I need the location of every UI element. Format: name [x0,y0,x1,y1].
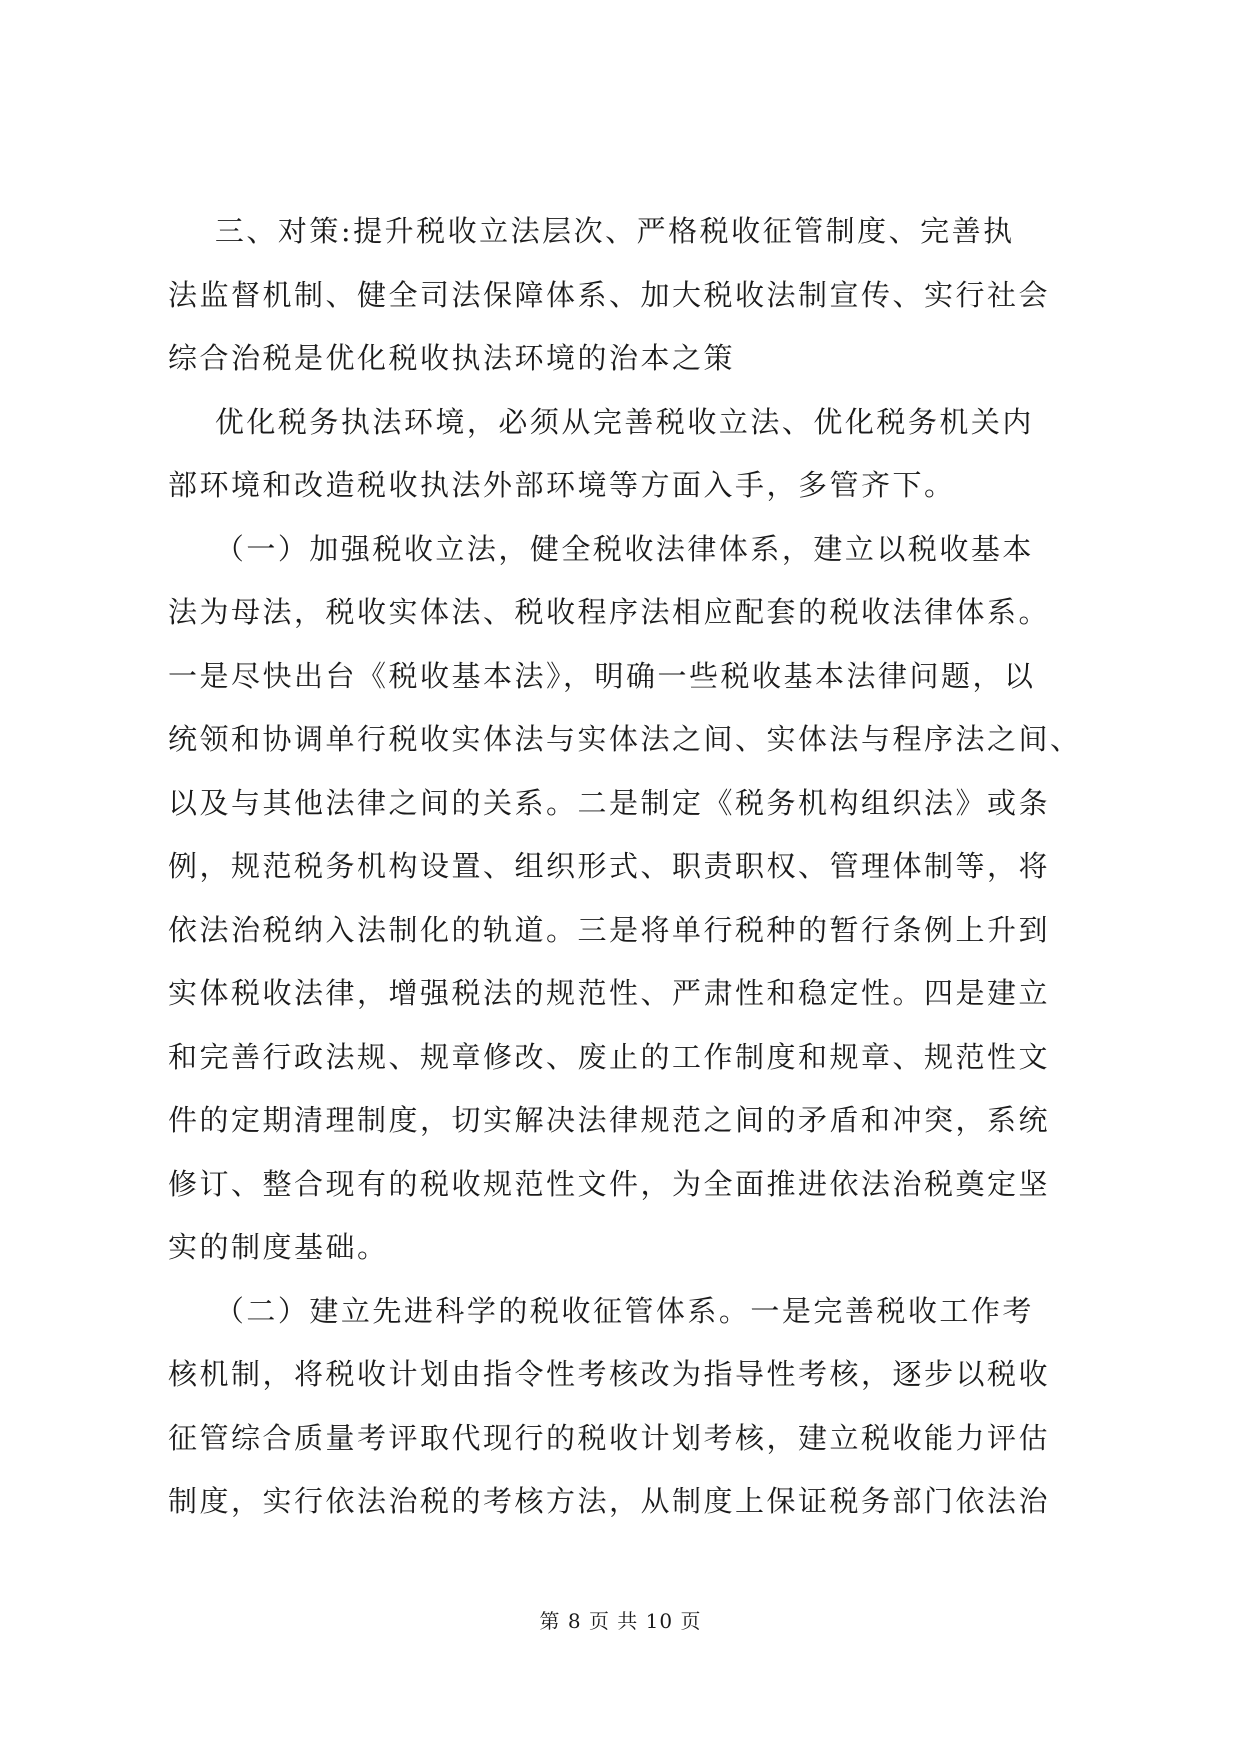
text-line: 一是尽快出台《税收基本法》，明确一些税收基本法律问题，以 [168,658,1036,693]
text-line: 综合治税是优化税收执法环境的治本之策 [168,341,736,375]
document-body [168,200,1088,1534]
text-line: 法为母法，税收实体法、税收程序法相应配套的税收法律体系。 [168,595,1051,629]
section-3-heading-paragraph [168,200,1088,391]
text-line: 件的定期清理制度，切实解决法律规范之间的矛盾和冲突，系统 [168,1103,1051,1137]
text-line: 和完善行政法规、规章修改、废止的工作制度和规章、规范性文 [168,1039,1051,1074]
text-line: 部环境和改造税收执法外部环境等方面入手，多管齐下。 [168,468,956,502]
intro-paragraph [168,391,1088,518]
text-line: 优化税务执法环境，必须从完善税收立法、优化税务机关内 [168,404,1034,439]
text-line: （二）建立先进科学的税收征管体系。一是完善税收工作考 [168,1293,1034,1328]
item-2-paragraph [168,1280,1088,1534]
text-line: 统领和协调单行税收实体法与实体法之间、实体法与程序法之间、 [168,722,1082,756]
text-line: 实体税收法律，增强税法的规范性、严肃性和稳定性。四是建立 [168,976,1051,1010]
item-1-paragraph [168,518,1088,1280]
text-line: （一）加强税收立法，健全税收法律体系，建立以税收基本 [168,531,1034,566]
text-line: 依法治税纳入法制化的轨道。三是将单行税种的暂行条例上升到 [168,912,1051,947]
page-number-footer: 第 8 页 共 10 页 [539,1609,702,1633]
text-line: 例，规范税务机构设置、组织形式、职责职权、管理体制等，将 [168,849,1051,883]
text-line: 以及与其他法律之间的关系。二是制定《税务机构组织法》或条 [168,785,1051,820]
text-line: 法监督机制、健全司法保障体系、加大税收法制宣传、实行社会 [168,277,1051,312]
text-line: 征管综合质量考评取代现行的税收计划考核，建立税收能力评估 [168,1420,1051,1455]
text-line: 修订、整合现有的税收规范性文件，为全面推进依法治税奠定坚 [168,1166,1051,1201]
text-line: 三、对策:提升税收立法层次、严格税收征管制度、完善执 [168,214,1015,248]
text-line: 核机制，将税收计划由指令性考核改为指导性考核，逐步以税收 [168,1357,1051,1391]
text-line: 制度，实行依法治税的考核方法，从制度上保证税务部门依法治 [168,1484,1051,1518]
text-line: 实的制度基础。 [168,1230,389,1264]
